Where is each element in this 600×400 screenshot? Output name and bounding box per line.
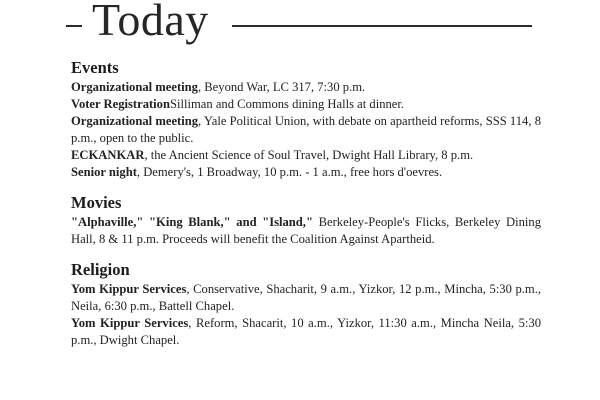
entry-details: Berkeley-People's Flicks, Berkeley Dining Hall, 8 & 11 p.m. Proceeds will benefit the Coalition Against Apartheid.	[71, 215, 541, 246]
title-rule	[232, 25, 532, 27]
listing-entry	[71, 147, 541, 164]
section-events	[71, 58, 541, 181]
section-movies	[71, 193, 541, 248]
listing-entry	[71, 113, 541, 147]
entry-details: , Reform, Shacarit, 10 a.m., Yizkor, 11:30 a.m., Mincha Neila, 5:30 p.m., Dwight Chapel.	[71, 316, 541, 347]
title-leading-dash	[66, 25, 82, 27]
entry-title: Yom Kippur Services	[71, 282, 187, 296]
page-title: Today	[92, 0, 209, 45]
entry-title: "Alphaville," "King Blank," and "Island,"	[71, 215, 313, 229]
entry-details: Silliman and Commons dining Halls at dinner.	[170, 97, 405, 111]
entry-details: , the Ancient Science of Soul Travel, Dwight Hall Library, 8 p.m.	[144, 148, 474, 162]
listing-entry	[71, 79, 541, 96]
entry-details: , Conservative, Shacharit, 9 a.m., Yizkor, 12 p.m., Mincha, 5:30 p.m., Neila, 6:30 p.m., Battell Chapel.	[71, 282, 542, 313]
listing-entry	[71, 214, 541, 248]
listing-entry	[71, 96, 541, 113]
entry-details: , Beyond War, LC 317, 7:30 p.m.	[197, 80, 366, 94]
entry-title: ECKANKAR	[71, 148, 145, 162]
listings	[71, 58, 541, 349]
entry-title: Senior night	[71, 165, 137, 179]
section-heading: Movies	[71, 193, 122, 212]
listing-entry	[71, 315, 541, 349]
page-header	[66, 0, 536, 48]
entry-details: , Demery's, 1 Broadway, 10 p.m. - 1 a.m., free hors d'oevres.	[136, 165, 443, 179]
section-religion	[71, 260, 541, 349]
entry-title: Organizational meeting	[71, 114, 199, 128]
entry-title: Organizational meeting	[71, 80, 198, 94]
entry-title: Yom Kippur Services	[71, 316, 189, 330]
listing-entry	[71, 281, 541, 315]
section-heading: Events	[71, 58, 119, 77]
section-heading: Religion	[71, 260, 130, 279]
listing-entry	[71, 164, 541, 181]
entry-details: , Yale Political Union, with debate on apartheid reforms, SSS 114, 8 p.m., open to the public.	[71, 114, 541, 145]
entry-title: Voter Registration	[71, 97, 170, 111]
